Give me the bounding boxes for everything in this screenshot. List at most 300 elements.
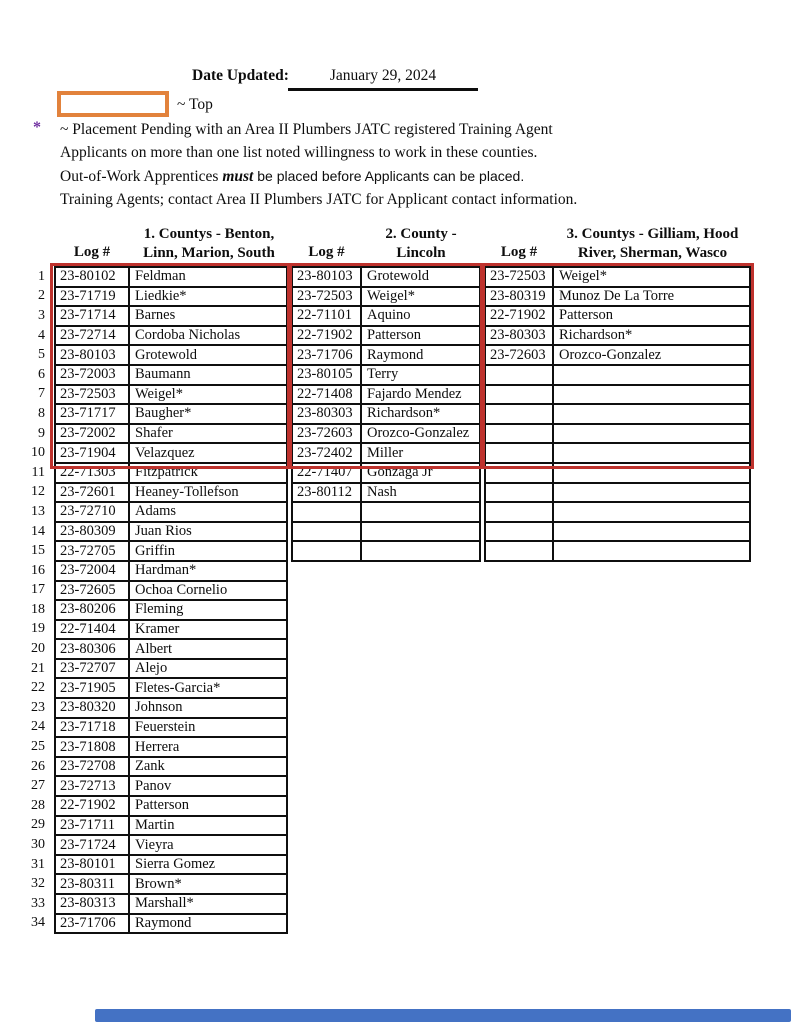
log-cell xyxy=(484,384,554,406)
log-cell xyxy=(484,599,554,621)
applicant-table-body xyxy=(0,266,751,934)
table-row xyxy=(0,560,751,582)
name-cell: Alejo xyxy=(128,658,288,680)
name-cell: Munoz De La Torre xyxy=(552,286,751,308)
note-out-of-work-must: must xyxy=(222,167,254,185)
name-cell: Fletes-Garcia* xyxy=(128,677,288,699)
log-cell xyxy=(484,462,554,484)
name-cell xyxy=(360,775,481,797)
name-cell xyxy=(552,501,751,523)
name-cell: Albert xyxy=(128,638,288,660)
name-cell: Fitzpatrick xyxy=(128,462,288,484)
log-cell xyxy=(484,893,554,915)
log-cell xyxy=(291,736,362,758)
name-cell: Feldman xyxy=(128,266,288,288)
log-cell xyxy=(484,658,554,680)
log-cell: 23-72503 xyxy=(54,384,130,406)
name-cell xyxy=(360,619,481,641)
name-cell xyxy=(552,834,751,856)
name-cell: Weigel* xyxy=(552,266,751,288)
log-cell: 22-71902 xyxy=(484,305,554,327)
log-cell: 23-80311 xyxy=(54,873,130,895)
row-number: 28 xyxy=(31,797,45,813)
name-cell: Hardman* xyxy=(128,560,288,582)
log-cell xyxy=(291,756,362,778)
note-out-of-work-pre: Out-of-Work Apprentices xyxy=(60,167,223,185)
date-updated-value: January 29, 2024 xyxy=(329,67,437,84)
log-cell: 23-71706 xyxy=(54,913,130,935)
log-cell xyxy=(484,638,554,660)
table-row xyxy=(0,756,751,778)
name-cell: Velazquez xyxy=(128,442,288,464)
placement-pending-asterisk: * xyxy=(33,119,41,136)
log-cell xyxy=(484,873,554,895)
log-cell: 23-80306 xyxy=(54,638,130,660)
table-row xyxy=(0,619,751,641)
name-cell xyxy=(552,560,751,582)
row-number: 7 xyxy=(38,386,45,402)
date-underline xyxy=(288,88,478,91)
table-row xyxy=(0,854,751,876)
row-number: 22 xyxy=(31,680,45,696)
row-number: 29 xyxy=(31,817,45,833)
table-row xyxy=(0,736,751,758)
row-number: 9 xyxy=(38,425,45,441)
name-cell: Patterson xyxy=(128,795,288,817)
log-cell xyxy=(484,775,554,797)
name-cell: Adams xyxy=(128,501,288,523)
note-training-agents: Training Agents; contact Area II Plumbers JATC for Applicant contact information. xyxy=(60,191,578,209)
horizontal-scrollbar-thumb[interactable] xyxy=(95,1009,791,1022)
name-cell xyxy=(552,873,751,895)
row-number: 32 xyxy=(31,876,45,892)
name-cell: Grotewold xyxy=(360,266,481,288)
log-cell: 23-72713 xyxy=(54,775,130,797)
column3-log-header: Log # xyxy=(500,244,538,260)
table-row xyxy=(0,482,751,504)
row-number: 2 xyxy=(38,288,45,304)
log-cell xyxy=(484,854,554,876)
log-cell: 23-72002 xyxy=(54,423,130,445)
name-cell: Richardson* xyxy=(360,403,481,425)
log-cell: 23-72708 xyxy=(54,756,130,778)
log-cell: 23-80105 xyxy=(291,364,362,386)
row-number: 12 xyxy=(31,484,45,500)
table-row xyxy=(0,344,751,366)
log-cell: 23-72503 xyxy=(484,266,554,288)
log-cell: 23-71706 xyxy=(291,344,362,366)
row-number: 27 xyxy=(31,778,45,794)
name-cell xyxy=(360,795,481,817)
log-cell: 23-80103 xyxy=(291,266,362,288)
table-row xyxy=(0,501,751,523)
name-cell: Martin xyxy=(128,815,288,837)
name-cell xyxy=(552,854,751,876)
name-cell: Grotewold xyxy=(128,344,288,366)
row-number: 11 xyxy=(31,464,45,480)
name-cell xyxy=(360,873,481,895)
log-cell: 23-71717 xyxy=(54,403,130,425)
column3-title-line1: 3. Countys - Gilliam, Hood xyxy=(566,226,739,242)
name-cell xyxy=(552,815,751,837)
column1-title-line2: Linn, Marion, South xyxy=(143,244,275,261)
table-row xyxy=(0,266,751,288)
log-cell xyxy=(291,540,362,562)
log-cell: 23-71711 xyxy=(54,815,130,837)
log-cell: 23-80303 xyxy=(291,403,362,425)
log-cell xyxy=(291,854,362,876)
log-cell: 23-80319 xyxy=(484,286,554,308)
name-cell xyxy=(360,540,481,562)
name-cell xyxy=(360,599,481,621)
log-cell xyxy=(291,697,362,719)
log-cell xyxy=(484,913,554,935)
log-cell xyxy=(291,795,362,817)
log-cell xyxy=(291,893,362,915)
row-number: 6 xyxy=(38,366,45,382)
name-cell xyxy=(360,658,481,680)
log-cell xyxy=(484,403,554,425)
column3-title-line2: River, Sherman, Wasco xyxy=(577,244,728,261)
table-row xyxy=(0,403,751,425)
note-multiple-lists: Applicants on more than one list noted willingness to work in these counties. xyxy=(60,144,538,162)
log-cell: 23-80320 xyxy=(54,697,130,719)
name-cell: Shafer xyxy=(128,423,288,445)
table-row xyxy=(0,521,751,543)
row-number: 25 xyxy=(31,739,45,755)
row-number: 24 xyxy=(31,719,45,735)
log-cell: 22-71408 xyxy=(291,384,362,406)
name-cell xyxy=(360,501,481,523)
name-cell xyxy=(552,482,751,504)
log-cell xyxy=(484,482,554,504)
name-cell xyxy=(360,717,481,739)
log-cell xyxy=(484,677,554,699)
name-cell xyxy=(552,775,751,797)
name-cell: Orozco-Gonzalez xyxy=(552,344,751,366)
log-cell: 23-71904 xyxy=(54,442,130,464)
log-cell xyxy=(291,638,362,660)
row-number: 18 xyxy=(31,601,45,617)
name-cell: Griffin xyxy=(128,540,288,562)
log-cell: 23-80112 xyxy=(291,482,362,504)
log-cell: 23-80102 xyxy=(54,266,130,288)
name-cell xyxy=(360,854,481,876)
table-row xyxy=(0,384,751,406)
log-cell: 22-71902 xyxy=(54,795,130,817)
log-cell xyxy=(291,580,362,602)
log-cell xyxy=(484,834,554,856)
name-cell: Terry xyxy=(360,364,481,386)
name-cell xyxy=(360,638,481,660)
name-cell: Raymond xyxy=(128,913,288,935)
log-cell xyxy=(291,501,362,523)
log-cell xyxy=(484,619,554,641)
name-cell: Orozco-Gonzalez xyxy=(360,423,481,445)
name-cell xyxy=(552,423,751,445)
log-cell xyxy=(484,560,554,582)
name-cell xyxy=(360,893,481,915)
log-cell xyxy=(484,501,554,523)
log-cell: 23-72603 xyxy=(291,423,362,445)
name-cell xyxy=(552,599,751,621)
row-number: 13 xyxy=(31,503,45,519)
log-cell: 23-71724 xyxy=(54,834,130,856)
table-row xyxy=(0,286,751,308)
log-cell: 22-71407 xyxy=(291,462,362,484)
row-number: 17 xyxy=(31,582,45,598)
name-cell xyxy=(360,580,481,602)
log-cell xyxy=(291,560,362,582)
log-cell xyxy=(291,619,362,641)
row-number: 21 xyxy=(31,660,45,676)
name-cell xyxy=(552,717,751,739)
log-cell: 23-72601 xyxy=(54,482,130,504)
row-number: 10 xyxy=(31,445,45,461)
table-row xyxy=(0,540,751,562)
name-cell: Feuerstein xyxy=(128,717,288,739)
log-cell: 23-72603 xyxy=(484,344,554,366)
log-cell xyxy=(484,736,554,758)
name-cell xyxy=(552,736,751,758)
log-cell: 23-72503 xyxy=(291,286,362,308)
table-row xyxy=(0,305,751,327)
log-cell: 23-72605 xyxy=(54,580,130,602)
table-row xyxy=(0,325,751,347)
table-row xyxy=(0,893,751,915)
name-cell xyxy=(552,580,751,602)
table-row xyxy=(0,717,751,739)
name-cell: Raymond xyxy=(360,344,481,366)
log-cell: 23-71718 xyxy=(54,717,130,739)
name-cell xyxy=(360,697,481,719)
row-number: 34 xyxy=(31,915,45,931)
table-row xyxy=(0,638,751,660)
log-cell xyxy=(291,677,362,699)
table-row xyxy=(0,697,751,719)
name-cell xyxy=(552,638,751,660)
log-cell: 22-71303 xyxy=(54,462,130,484)
name-cell xyxy=(552,540,751,562)
name-cell xyxy=(552,442,751,464)
log-cell xyxy=(291,913,362,935)
name-cell: Zank xyxy=(128,756,288,778)
log-cell: 23-72003 xyxy=(54,364,130,386)
log-cell xyxy=(484,580,554,602)
row-number: 33 xyxy=(31,895,45,911)
log-cell: 23-71714 xyxy=(54,305,130,327)
log-cell: 22-71101 xyxy=(291,305,362,327)
note-out-of-work-post: be placed before Applicants can be placed. xyxy=(253,167,525,184)
log-cell: 23-72707 xyxy=(54,658,130,680)
column1-title xyxy=(118,225,300,262)
log-cell xyxy=(291,873,362,895)
name-cell xyxy=(552,462,751,484)
column3-title xyxy=(540,225,765,262)
name-cell: Ochoa Cornelio xyxy=(128,580,288,602)
log-cell xyxy=(291,775,362,797)
log-cell: 23-71808 xyxy=(54,736,130,758)
log-cell xyxy=(484,815,554,837)
name-cell: Vieyra xyxy=(128,834,288,856)
name-cell: Sierra Gomez xyxy=(128,854,288,876)
row-number: 20 xyxy=(31,641,45,657)
name-cell xyxy=(552,384,751,406)
column2-title-line1: 2. County - xyxy=(385,226,457,242)
name-cell xyxy=(552,697,751,719)
row-number: 1 xyxy=(38,268,45,284)
log-cell: 23-72710 xyxy=(54,501,130,523)
row-number: 26 xyxy=(31,758,45,774)
table-row xyxy=(0,599,751,621)
column2-log-header: Log # xyxy=(308,244,345,260)
row-number: 19 xyxy=(31,621,45,637)
log-cell: 22-71902 xyxy=(291,325,362,347)
log-cell xyxy=(484,756,554,778)
row-number: 15 xyxy=(31,543,45,559)
table-row xyxy=(0,462,751,484)
log-cell: 23-71719 xyxy=(54,286,130,308)
table-row xyxy=(0,677,751,699)
name-cell xyxy=(552,677,751,699)
table-row xyxy=(0,815,751,837)
row-number: 8 xyxy=(38,405,45,421)
name-cell xyxy=(552,795,751,817)
name-cell: Cordoba Nicholas xyxy=(128,325,288,347)
name-cell: Johnson xyxy=(128,697,288,719)
log-cell: 23-71905 xyxy=(54,677,130,699)
log-cell xyxy=(291,834,362,856)
name-cell: Liedkie* xyxy=(128,286,288,308)
table-row xyxy=(0,795,751,817)
log-cell xyxy=(484,795,554,817)
name-cell: Herrera xyxy=(128,736,288,758)
log-cell xyxy=(484,442,554,464)
name-cell xyxy=(552,913,751,935)
name-cell: Kramer xyxy=(128,619,288,641)
table-row xyxy=(0,873,751,895)
row-number: 5 xyxy=(38,347,45,363)
note-out-of-work xyxy=(60,165,740,188)
log-cell: 23-80206 xyxy=(54,599,130,621)
column2-title-line2: Lincoln xyxy=(396,244,446,261)
log-cell: 23-80313 xyxy=(54,893,130,915)
name-cell xyxy=(360,736,481,758)
log-cell: 23-72705 xyxy=(54,540,130,562)
name-cell: Marshall* xyxy=(128,893,288,915)
row-number: 23 xyxy=(31,699,45,715)
name-cell xyxy=(360,521,481,543)
name-cell xyxy=(552,658,751,680)
log-cell: 22-71404 xyxy=(54,619,130,641)
name-cell xyxy=(552,619,751,641)
name-cell: Patterson xyxy=(552,305,751,327)
log-cell: 23-80303 xyxy=(484,325,554,347)
row-number: 30 xyxy=(31,837,45,853)
name-cell xyxy=(360,913,481,935)
date-updated-label: Date Updated: xyxy=(192,67,289,84)
log-cell: 23-72402 xyxy=(291,442,362,464)
table-row xyxy=(0,775,751,797)
note-placement-pending: ~ Placement Pending with an Area II Plumbers JATC registered Training Agent xyxy=(60,121,553,138)
log-cell: 23-72004 xyxy=(54,560,130,582)
name-cell: Richardson* xyxy=(552,325,751,347)
name-cell: Brown* xyxy=(128,873,288,895)
row-number: 4 xyxy=(38,327,45,343)
log-cell: 23-72714 xyxy=(54,325,130,347)
table-row xyxy=(0,423,751,445)
log-cell xyxy=(291,521,362,543)
name-cell: Aquino xyxy=(360,305,481,327)
name-cell xyxy=(552,403,751,425)
table-row xyxy=(0,442,751,464)
table-row xyxy=(0,580,751,602)
name-cell: Panov xyxy=(128,775,288,797)
log-cell xyxy=(484,364,554,386)
name-cell xyxy=(360,677,481,699)
top-legend-box xyxy=(57,91,169,117)
log-cell xyxy=(291,717,362,739)
log-cell: 23-80101 xyxy=(54,854,130,876)
name-cell xyxy=(360,560,481,582)
column2-title xyxy=(351,225,491,262)
log-cell xyxy=(291,599,362,621)
top-legend-label: ~ Top xyxy=(177,96,213,113)
log-cell xyxy=(484,697,554,719)
name-cell xyxy=(360,756,481,778)
row-number: 3 xyxy=(38,307,45,323)
log-cell xyxy=(291,815,362,837)
table-row xyxy=(0,834,751,856)
name-cell: Nash xyxy=(360,482,481,504)
notes-block xyxy=(60,118,740,212)
name-cell xyxy=(552,756,751,778)
log-cell: 23-80103 xyxy=(54,344,130,366)
table-row xyxy=(0,913,751,935)
log-cell xyxy=(484,717,554,739)
table-row xyxy=(0,364,751,386)
name-cell xyxy=(552,364,751,386)
name-cell: Heaney-Tollefson xyxy=(128,482,288,504)
name-cell xyxy=(360,815,481,837)
name-cell: Baumann xyxy=(128,364,288,386)
row-number: 31 xyxy=(31,856,45,872)
column1-log-header: Log # xyxy=(73,244,111,260)
log-cell xyxy=(484,540,554,562)
name-cell: Juan Rios xyxy=(128,521,288,543)
log-cell xyxy=(484,423,554,445)
log-cell xyxy=(484,521,554,543)
name-cell: Barnes xyxy=(128,305,288,327)
table-row xyxy=(0,658,751,680)
name-cell: Baugher* xyxy=(128,403,288,425)
name-cell xyxy=(360,834,481,856)
name-cell xyxy=(552,521,751,543)
row-number: 16 xyxy=(31,562,45,578)
name-cell: Fleming xyxy=(128,599,288,621)
name-cell: Miller xyxy=(360,442,481,464)
name-cell: Fajardo Mendez xyxy=(360,384,481,406)
name-cell: Weigel* xyxy=(360,286,481,308)
log-cell xyxy=(291,658,362,680)
row-number: 14 xyxy=(31,523,45,539)
name-cell: Patterson xyxy=(360,325,481,347)
name-cell xyxy=(552,893,751,915)
name-cell: Weigel* xyxy=(128,384,288,406)
column1-title-line1: 1. Countys - Benton, xyxy=(143,226,275,242)
log-cell: 23-80309 xyxy=(54,521,130,543)
name-cell: Gonzaga Jr xyxy=(360,462,481,484)
